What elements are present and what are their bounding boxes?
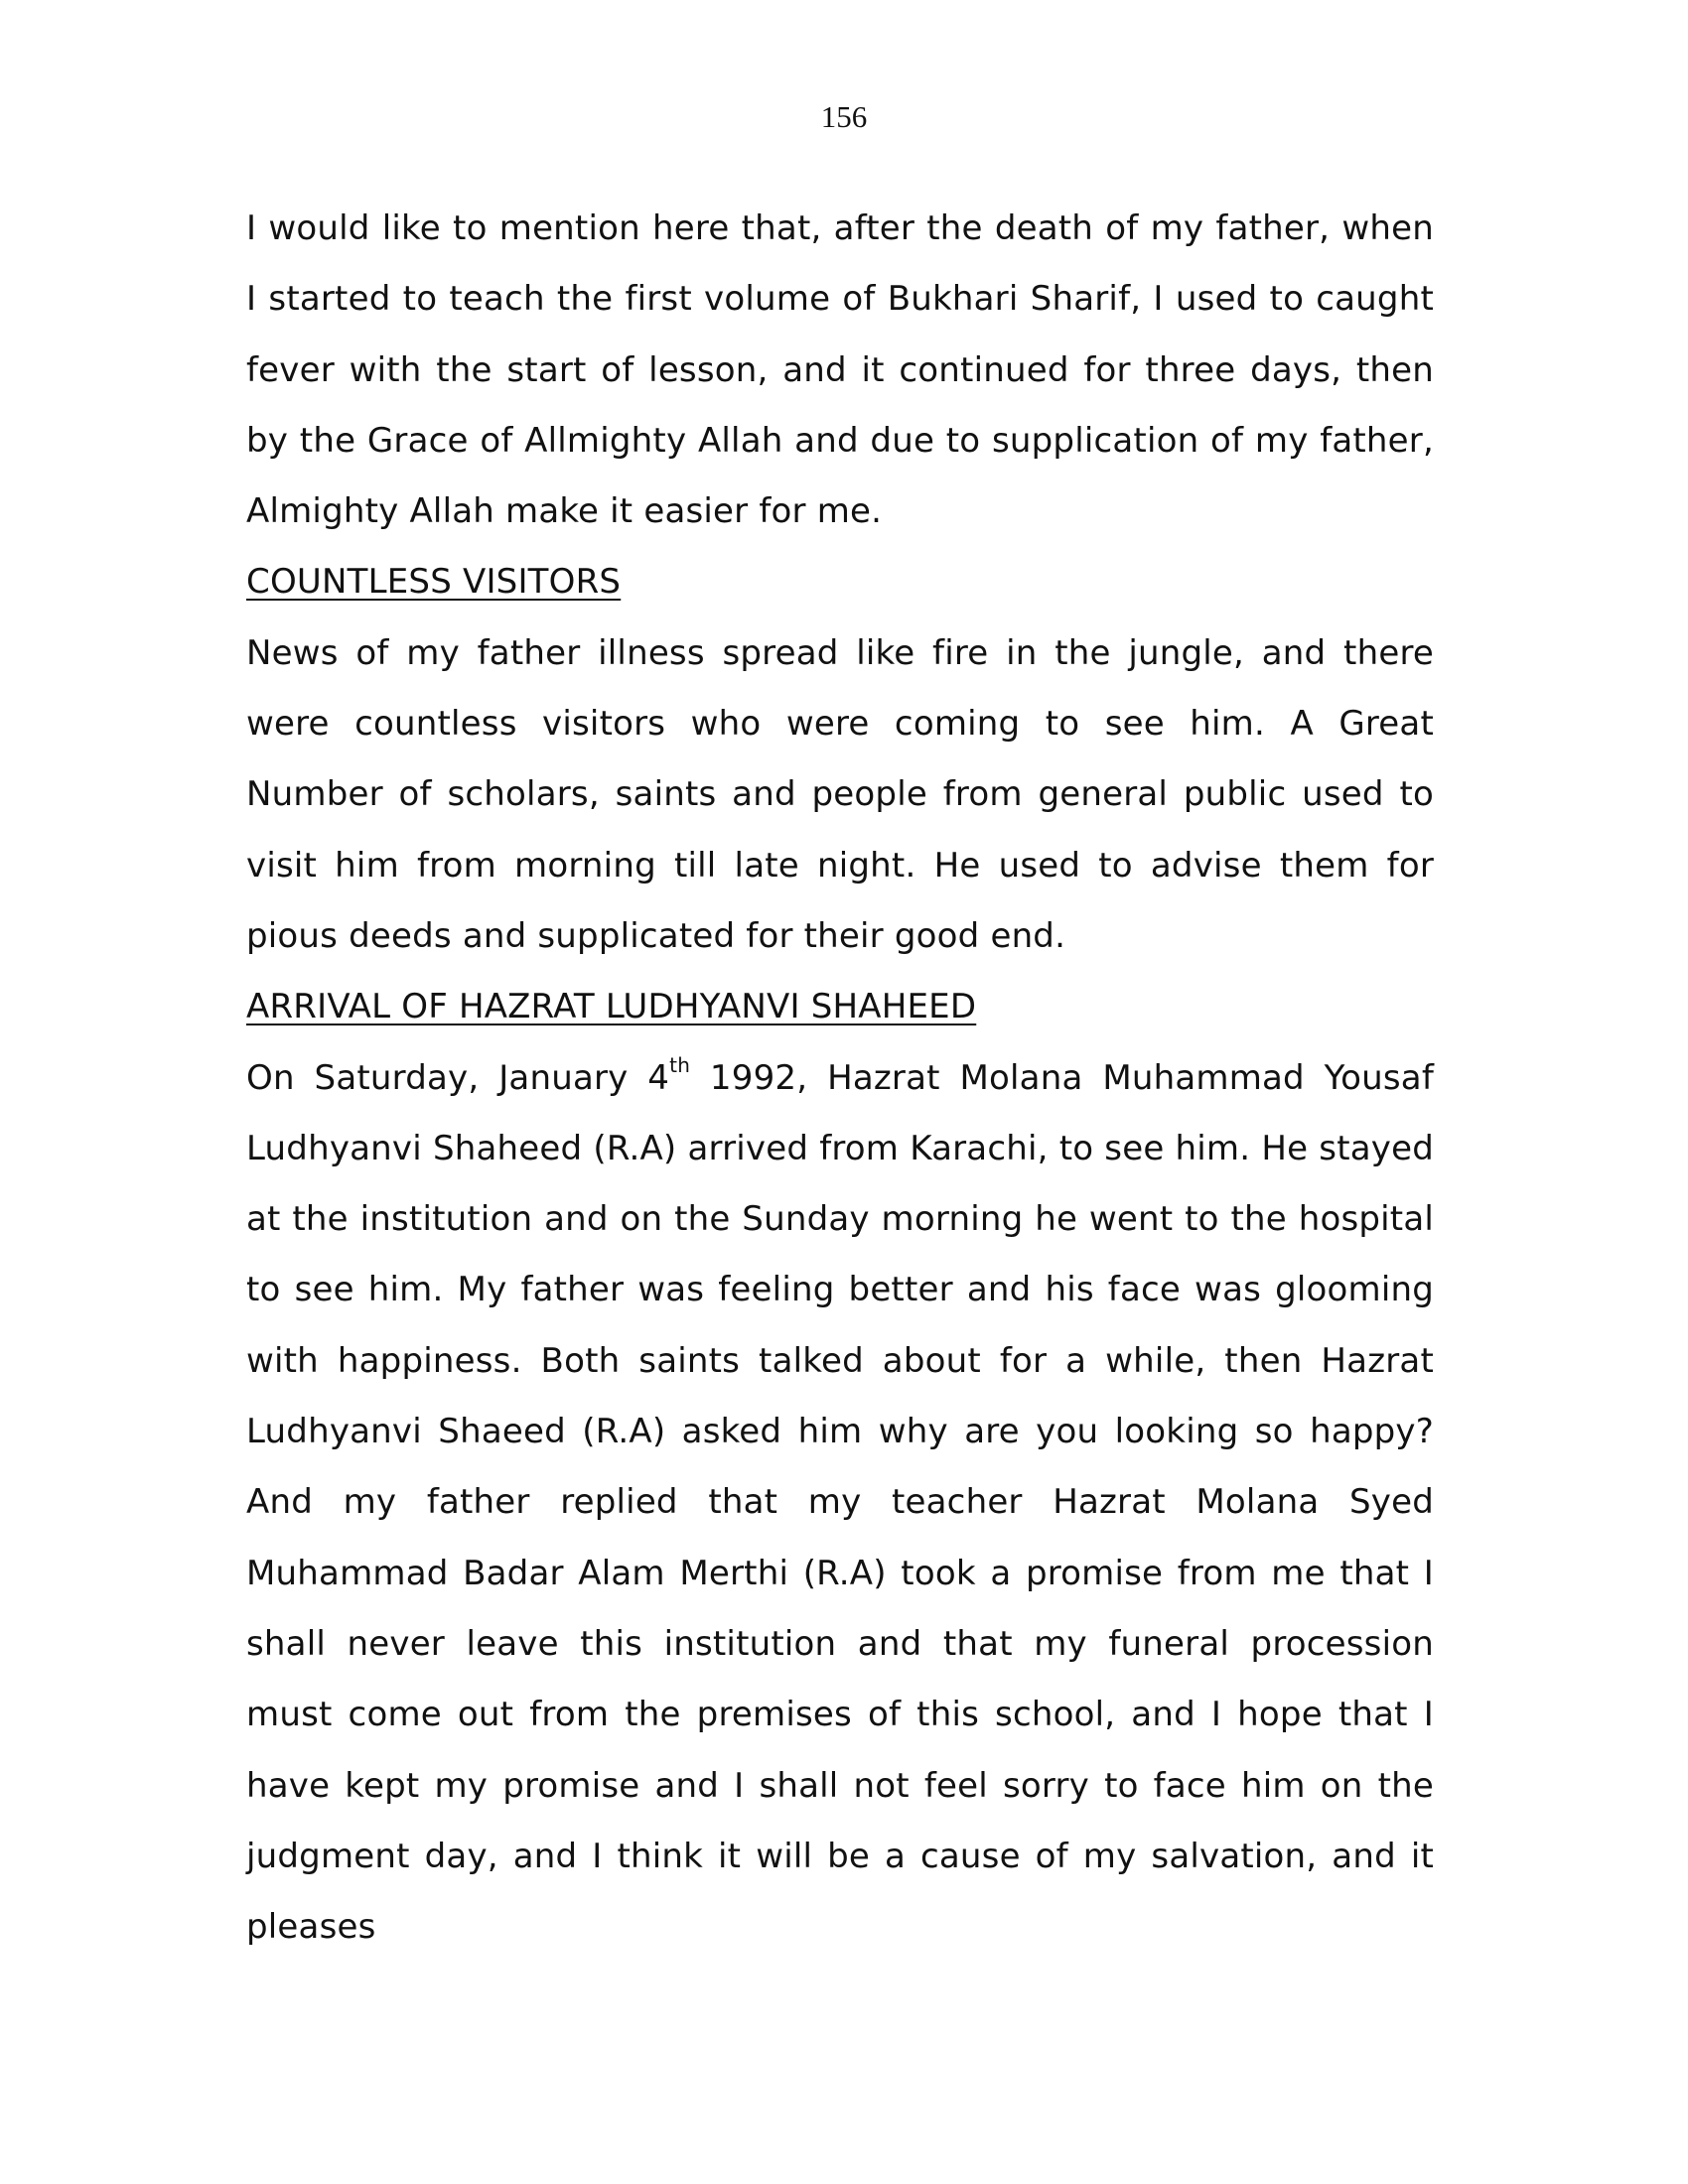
paragraph-fever: I would like to mention here that, after the death of my father, when I started to teach the first volume of Bukhari Sharif, I used to caught fever with the start of lesson, and it continued for three days, then by the Grace of Allmighty Allah and due to supplication of my father, Almighty Allah make it easier for me.: [246, 208, 1434, 532]
heading-countless-visitors: COUNTLESS VISITORS: [246, 562, 622, 603]
paragraph-arrival-rest: 1992, Hazrat Molana Muhammad Yousaf Ludhyanvi Shaheed (R.A) arrived from Karachi, to see him. He stayed at the institution and on the Sunday morning he went to the hospital to see him. My father was feeling better and his face was glooming with happiness. Both saints talked about for a while, then Hazrat Ludhyanvi Shaeed (R.A) asked him why are you looking so happy? And my father replied that my teacher Hazrat Molana Syed Muhammad Badar Alam Merthi (R.A) took a promise from me that I shall never leave this institution and that my funeral procession must come out from the premises of this school, and I hope that I have kept my promise and I shall not feel sorry to face him on the judgment day, and I think it will be a cause of my salvation, and it pleases: [246, 1057, 1434, 1948]
ordinal-suffix: th: [669, 1053, 691, 1078]
paragraph-arrival-start: On Saturday, January 4: [246, 1057, 670, 1098]
page-number: 156: [820, 99, 868, 134]
heading-arrival-ludhyanvi: ARRIVAL OF HAZRAT LUDHYANVI SHAHEED: [246, 987, 977, 1027]
paragraph-arrival: [246, 1043, 1434, 1964]
paragraph-visitors: News of my father illness spread like fire in the jungle, and there were countless visitors who were coming to see him. A Great Number of scholars, saints and people from general public used to visit him from morning till late night. He used to advise them for pious deeds and supplicated for their good end.: [246, 632, 1434, 956]
page-body: [246, 194, 1434, 1963]
